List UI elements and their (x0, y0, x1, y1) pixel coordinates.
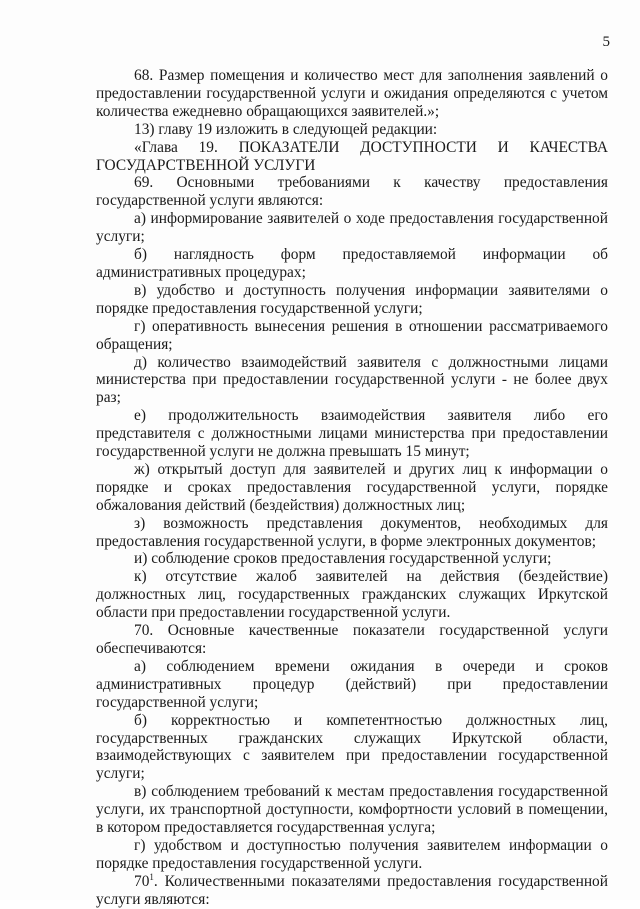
page-number: 5 (602, 34, 610, 50)
document-body (96, 67, 608, 909)
item-69-v: в) удобство и доступность получения информации заявителями о порядке предоставления государственной услуги; (96, 281, 608, 317)
paragraph-70-1-superscript: 1 (149, 871, 154, 882)
item-69-d: д) количество взаимодействий заявителя с должностными лицами министерства при предоставлении государственной услуги - не более двух раз; (96, 353, 608, 407)
item-69-z: з) возможность представления документов, необходимых для предоставления государственной услуги, в форме электронных документов; (96, 514, 608, 550)
item-69-b: б) наглядность форм предоставляемой информации об административных процедурах; (96, 246, 608, 281)
item-70-v: в) соблюдением требований к местам предоставления государственной услуги, их транспортной доступности, комфортности условий в помещении, в котором предоставляется государственная услуга; (96, 783, 608, 837)
amendment-13: 13) главу 19 изложить в следующей редакции: (134, 120, 438, 138)
paragraph-68: 68. Размер помещения и количество мест для заполнения заявлений о предоставлении государственной услуги и ожидания определяются с учетом количества ежедневно обращающихся заявителей.»; (96, 67, 608, 120)
chapter-heading: «Глава 19. ПОКАЗАТЕЛИ ДОСТУПНОСТИ И КАЧЕСТВА ГОСУДАРСТВЕННОЙ УСЛУГИ (96, 138, 608, 174)
paragraph-70-1-number: 70 (134, 872, 150, 890)
item-69-zh: ж) открытый доступ для заявителей и других лиц к информации о порядке и сроках предоставления государственной услуги, порядке обжалования действий (бездействия) должностных лиц; (96, 460, 608, 514)
item-69-i: и) соблюдение сроков предоставления государственной услуги; (134, 550, 552, 568)
paragraph-70-1 (96, 873, 608, 909)
item-69-e: е) продолжительность взаимодействия заявителя либо его представителя с должностными лицами министерства при предоставлении государственной услуги не должна превышать 15 минут; (96, 407, 608, 461)
item-70-b: б) корректностью и компетентностью должностных лиц, государственных гражданских служащих Иркутской области, взаимодействующих с заявителем при предоставлении государственной услуги; (96, 711, 608, 783)
item-70-a: а) соблюдением времени ожидания в очереди и сроков административных процедур (действий) при предоставлении государственной услуги; (96, 657, 608, 711)
paragraph-70: 70. Основные качественные показатели государственной услуги обеспечиваются: (96, 622, 608, 657)
item-69-a: а) информирование заявителей о ходе предоставления государственной услуги; (96, 210, 608, 246)
paragraph-70-1-text: . Количественными показателями предоставления государственной услуги являются: (96, 872, 608, 908)
paragraph-69: 69. Основными требованиями к качеству предоставления государственной услуги являются: (96, 174, 608, 210)
item-70-g: г) удобством и доступностью получения заявителем информации о порядке предоставления государственной услуги. (96, 836, 608, 872)
item-69-k: к) отсутствие жалоб заявителей на действия (бездействие) должностных лиц, государственных гражданских служащих Иркутской области при предоставлении государственной услуги. (96, 568, 608, 622)
item-69-g: г) оперативность вынесения решения в отношении рассматриваемого обращения; (96, 317, 608, 353)
